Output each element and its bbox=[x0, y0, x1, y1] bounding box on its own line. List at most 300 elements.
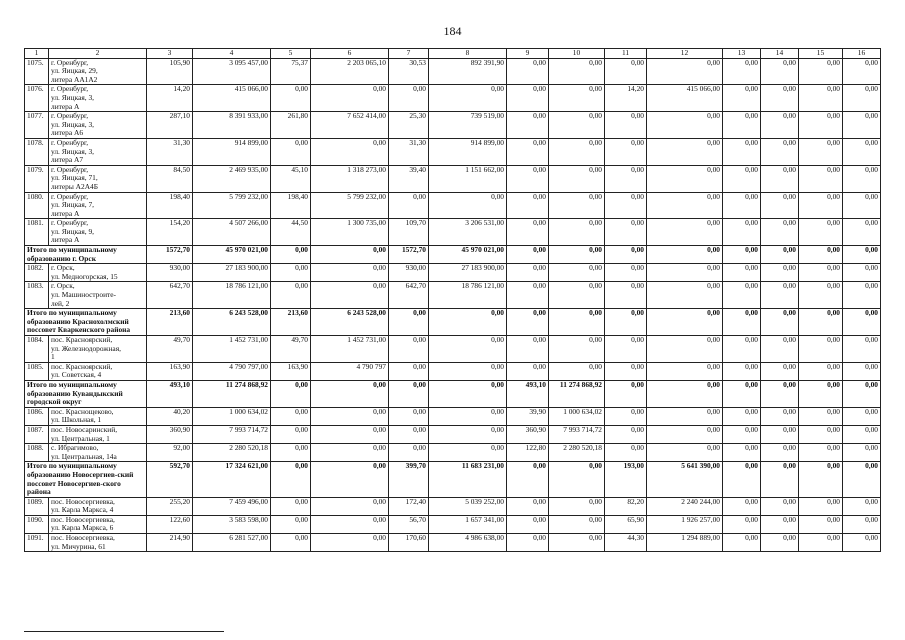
value-cell: 1 151 662,00 bbox=[429, 165, 507, 192]
value-cell: 0,00 bbox=[761, 534, 799, 552]
value-cell: 0,00 bbox=[761, 138, 799, 165]
value-cell: 0,00 bbox=[843, 282, 881, 309]
column-number: 8 bbox=[429, 49, 507, 59]
value-cell: 642,70 bbox=[389, 282, 429, 309]
value-cell: 6 243 528,00 bbox=[193, 309, 271, 336]
value-cell: 122,60 bbox=[147, 515, 193, 533]
value-cell: 0,00 bbox=[389, 336, 429, 363]
value-cell: 0,00 bbox=[799, 112, 843, 139]
address-cell: г. Оренбург, ул. Яицкая, 9, литера А bbox=[49, 219, 147, 246]
value-cell: 0,00 bbox=[647, 380, 723, 407]
value-cell: 109,70 bbox=[389, 219, 429, 246]
value-cell: 7 993 714,72 bbox=[549, 425, 605, 443]
value-cell: 49,70 bbox=[271, 336, 311, 363]
value-cell: 40,20 bbox=[147, 407, 193, 425]
value-cell: 0,00 bbox=[389, 380, 429, 407]
value-cell: 0,00 bbox=[723, 282, 761, 309]
value-cell: 0,00 bbox=[549, 515, 605, 533]
value-cell: 0,00 bbox=[647, 336, 723, 363]
value-cell: 3 095 457,00 bbox=[193, 58, 271, 85]
value-cell: 0,00 bbox=[843, 264, 881, 282]
value-cell: 0,00 bbox=[761, 407, 799, 425]
value-cell: 0,00 bbox=[271, 246, 311, 264]
value-cell: 0,00 bbox=[843, 336, 881, 363]
table-row bbox=[25, 407, 881, 425]
value-cell: 0,00 bbox=[647, 444, 723, 462]
subtotal-row bbox=[25, 462, 881, 497]
value-cell: 0,00 bbox=[311, 282, 389, 309]
value-cell: 0,00 bbox=[311, 444, 389, 462]
value-cell: 0,00 bbox=[647, 425, 723, 443]
value-cell: 0,00 bbox=[647, 219, 723, 246]
value-cell: 75,37 bbox=[271, 58, 311, 85]
value-cell: 0,00 bbox=[799, 515, 843, 533]
row-number: 1077. bbox=[25, 112, 49, 139]
value-cell: 44,30 bbox=[605, 534, 647, 552]
value-cell: 0,00 bbox=[799, 264, 843, 282]
value-cell: 930,00 bbox=[147, 264, 193, 282]
value-cell: 5 641 390,00 bbox=[647, 462, 723, 497]
value-cell: 0,00 bbox=[799, 58, 843, 85]
value-cell: 0,00 bbox=[761, 309, 799, 336]
value-cell: 930,00 bbox=[389, 264, 429, 282]
value-cell: 0,00 bbox=[647, 165, 723, 192]
value-cell: 255,20 bbox=[147, 497, 193, 515]
value-cell: 0,00 bbox=[647, 362, 723, 380]
value-cell: 0,00 bbox=[429, 380, 507, 407]
value-cell: 0,00 bbox=[507, 362, 549, 380]
value-cell: 493,10 bbox=[507, 380, 549, 407]
value-cell: 0,00 bbox=[761, 444, 799, 462]
column-number: 5 bbox=[271, 49, 311, 59]
value-cell: 214,90 bbox=[147, 534, 193, 552]
value-cell: 0,00 bbox=[311, 462, 389, 497]
value-cell: 0,00 bbox=[843, 85, 881, 112]
table-row bbox=[25, 362, 881, 380]
value-cell: 0,00 bbox=[271, 138, 311, 165]
value-cell: 17 324 621,00 bbox=[193, 462, 271, 497]
value-cell: 0,00 bbox=[723, 534, 761, 552]
value-cell: 0,00 bbox=[843, 515, 881, 533]
value-cell: 360,90 bbox=[507, 425, 549, 443]
column-number: 4 bbox=[193, 49, 271, 59]
value-cell: 0,00 bbox=[429, 362, 507, 380]
row-number: 1078. bbox=[25, 138, 49, 165]
row-number: 1081. bbox=[25, 219, 49, 246]
row-number: 1085. bbox=[25, 362, 49, 380]
value-cell: 0,00 bbox=[799, 425, 843, 443]
table-row bbox=[25, 219, 881, 246]
value-cell: 0,00 bbox=[271, 407, 311, 425]
value-cell: 2 280 520,18 bbox=[193, 444, 271, 462]
value-cell: 0,00 bbox=[843, 219, 881, 246]
row-number: 1076. bbox=[25, 85, 49, 112]
value-cell: 0,00 bbox=[429, 192, 507, 219]
column-number: 2 bbox=[49, 49, 147, 59]
row-number: 1084. bbox=[25, 336, 49, 363]
value-cell: 193,00 bbox=[605, 462, 647, 497]
value-cell: 0,00 bbox=[723, 515, 761, 533]
address-cell: г. Оренбург, ул. Яицкая, 3, литера А bbox=[49, 85, 147, 112]
value-cell: 1 000 634,02 bbox=[549, 407, 605, 425]
value-cell: 892 391,90 bbox=[429, 58, 507, 85]
value-cell: 0,00 bbox=[761, 112, 799, 139]
value-cell: 0,00 bbox=[271, 380, 311, 407]
value-cell: 14,20 bbox=[147, 85, 193, 112]
value-cell: 0,00 bbox=[723, 336, 761, 363]
value-cell: 5 799 232,00 bbox=[311, 192, 389, 219]
address-cell: пос. Новосаринский, ул. Центральная, 1 bbox=[49, 425, 147, 443]
value-cell: 0,00 bbox=[605, 219, 647, 246]
value-cell: 0,00 bbox=[605, 362, 647, 380]
value-cell: 287,10 bbox=[147, 112, 193, 139]
row-number: 1075. bbox=[25, 58, 49, 85]
value-cell: 0,00 bbox=[271, 534, 311, 552]
value-cell: 198,40 bbox=[271, 192, 311, 219]
value-cell: 0,00 bbox=[429, 444, 507, 462]
column-number-row bbox=[25, 49, 881, 59]
value-cell: 0,00 bbox=[311, 246, 389, 264]
value-cell: 0,00 bbox=[647, 264, 723, 282]
value-cell: 739 519,00 bbox=[429, 112, 507, 139]
value-cell: 0,00 bbox=[843, 138, 881, 165]
value-cell: 1 452 731,00 bbox=[193, 336, 271, 363]
value-cell: 0,00 bbox=[843, 246, 881, 264]
row-number: 1086. bbox=[25, 407, 49, 425]
value-cell: 0,00 bbox=[843, 192, 881, 219]
value-cell: 0,00 bbox=[549, 165, 605, 192]
table-row bbox=[25, 112, 881, 139]
column-number: 6 bbox=[311, 49, 389, 59]
row-number: 1082. bbox=[25, 264, 49, 282]
address-cell: г. Оренбург, ул. Яицкая, 3, литера А6 bbox=[49, 112, 147, 139]
value-cell: 163,90 bbox=[147, 362, 193, 380]
value-cell: 0,00 bbox=[799, 444, 843, 462]
value-cell: 7 459 496,00 bbox=[193, 497, 271, 515]
value-cell: 92,00 bbox=[147, 444, 193, 462]
table-row bbox=[25, 85, 881, 112]
value-cell: 0,00 bbox=[799, 534, 843, 552]
column-number: 12 bbox=[647, 49, 723, 59]
municipality-total-label: Итого по муниципальному образованию Кувандыкский городской округ bbox=[25, 380, 147, 407]
municipality-total-label: Итого по муниципальному образованию г. Орск bbox=[25, 246, 147, 264]
value-cell: 0,00 bbox=[507, 246, 549, 264]
value-cell: 1 294 889,00 bbox=[647, 534, 723, 552]
value-cell: 44,50 bbox=[271, 219, 311, 246]
value-cell: 0,00 bbox=[605, 336, 647, 363]
value-cell: 0,00 bbox=[271, 497, 311, 515]
value-cell: 0,00 bbox=[271, 444, 311, 462]
table-row bbox=[25, 425, 881, 443]
value-cell: 0,00 bbox=[271, 85, 311, 112]
value-cell: 154,20 bbox=[147, 219, 193, 246]
value-cell: 0,00 bbox=[799, 282, 843, 309]
value-cell: 122,80 bbox=[507, 444, 549, 462]
value-cell: 6 281 527,00 bbox=[193, 534, 271, 552]
value-cell: 0,00 bbox=[761, 425, 799, 443]
value-cell: 1 318 273,00 bbox=[311, 165, 389, 192]
value-cell: 642,70 bbox=[147, 282, 193, 309]
value-cell: 0,00 bbox=[605, 112, 647, 139]
value-cell: 0,00 bbox=[799, 462, 843, 497]
address-cell: с. Ибрагимово, ул. Центральная, 14а bbox=[49, 444, 147, 462]
value-cell: 0,00 bbox=[843, 497, 881, 515]
value-cell: 198,40 bbox=[147, 192, 193, 219]
value-cell: 0,00 bbox=[761, 282, 799, 309]
value-cell: 0,00 bbox=[389, 192, 429, 219]
value-cell: 0,00 bbox=[761, 515, 799, 533]
value-cell: 1 657 341,00 bbox=[429, 515, 507, 533]
value-cell: 0,00 bbox=[761, 165, 799, 192]
value-cell: 65,90 bbox=[605, 515, 647, 533]
value-cell: 84,50 bbox=[147, 165, 193, 192]
value-cell: 0,00 bbox=[647, 58, 723, 85]
value-cell: 0,00 bbox=[549, 282, 605, 309]
value-cell: 0,00 bbox=[549, 112, 605, 139]
value-cell: 8 391 933,00 bbox=[193, 112, 271, 139]
value-cell: 0,00 bbox=[507, 112, 549, 139]
value-cell: 0,00 bbox=[723, 112, 761, 139]
value-cell: 0,00 bbox=[271, 425, 311, 443]
value-cell: 0,00 bbox=[429, 407, 507, 425]
column-number: 9 bbox=[507, 49, 549, 59]
value-cell: 0,00 bbox=[271, 282, 311, 309]
value-cell: 0,00 bbox=[507, 534, 549, 552]
value-cell: 0,00 bbox=[507, 309, 549, 336]
table-row bbox=[25, 336, 881, 363]
value-cell: 0,00 bbox=[389, 362, 429, 380]
value-cell: 0,00 bbox=[507, 336, 549, 363]
value-cell: 0,00 bbox=[843, 165, 881, 192]
value-cell: 0,00 bbox=[799, 380, 843, 407]
value-cell: 0,00 bbox=[799, 362, 843, 380]
value-cell: 45 970 021,00 bbox=[429, 246, 507, 264]
subtotal-row bbox=[25, 309, 881, 336]
table-row bbox=[25, 138, 881, 165]
value-cell: 18 786 121,00 bbox=[193, 282, 271, 309]
value-cell: 0,00 bbox=[843, 407, 881, 425]
value-cell: 0,00 bbox=[843, 444, 881, 462]
value-cell: 0,00 bbox=[605, 138, 647, 165]
row-number: 1079. bbox=[25, 165, 49, 192]
municipality-total-label: Итого по муниципальному образованию Краснохолмский поссовет Кваркенского района bbox=[25, 309, 147, 336]
value-cell: 2 240 244,00 bbox=[647, 497, 723, 515]
value-cell: 25,30 bbox=[389, 112, 429, 139]
value-cell: 914 899,00 bbox=[193, 138, 271, 165]
value-cell: 1 926 257,00 bbox=[647, 515, 723, 533]
value-cell: 30,53 bbox=[389, 58, 429, 85]
value-cell: 0,00 bbox=[723, 192, 761, 219]
value-cell: 0,00 bbox=[843, 425, 881, 443]
value-cell: 0,00 bbox=[507, 264, 549, 282]
value-cell: 39,40 bbox=[389, 165, 429, 192]
value-cell: 163,90 bbox=[271, 362, 311, 380]
value-cell: 0,00 bbox=[723, 58, 761, 85]
value-cell: 1 000 634,02 bbox=[193, 407, 271, 425]
value-cell: 0,00 bbox=[507, 219, 549, 246]
row-number: 1089. bbox=[25, 497, 49, 515]
value-cell: 0,00 bbox=[311, 138, 389, 165]
value-cell: 0,00 bbox=[723, 444, 761, 462]
table-row bbox=[25, 534, 881, 552]
address-cell: пос. Новосергиевка, ул. Мичурина, 61 bbox=[49, 534, 147, 552]
value-cell: 0,00 bbox=[429, 336, 507, 363]
address-cell: г. Оренбург, ул. Яицкая, 29, литера АА1А2 bbox=[49, 58, 147, 85]
value-cell: 0,00 bbox=[799, 246, 843, 264]
value-cell: 0,00 bbox=[761, 362, 799, 380]
value-cell: 0,00 bbox=[647, 282, 723, 309]
value-cell: 0,00 bbox=[843, 380, 881, 407]
value-cell: 0,00 bbox=[761, 85, 799, 112]
value-cell: 0,00 bbox=[799, 85, 843, 112]
value-cell: 0,00 bbox=[389, 407, 429, 425]
value-cell: 1 452 731,00 bbox=[311, 336, 389, 363]
value-cell: 0,00 bbox=[843, 309, 881, 336]
value-cell: 5 799 232,00 bbox=[193, 192, 271, 219]
table-row bbox=[25, 165, 881, 192]
column-number: 10 bbox=[549, 49, 605, 59]
value-cell: 0,00 bbox=[605, 309, 647, 336]
value-cell: 0,00 bbox=[799, 138, 843, 165]
value-cell: 0,00 bbox=[549, 497, 605, 515]
value-cell: 0,00 bbox=[549, 362, 605, 380]
value-cell: 0,00 bbox=[507, 85, 549, 112]
value-cell: 0,00 bbox=[429, 425, 507, 443]
value-cell: 0,00 bbox=[507, 138, 549, 165]
value-cell: 0,00 bbox=[507, 58, 549, 85]
value-cell: 0,00 bbox=[843, 58, 881, 85]
table-row bbox=[25, 515, 881, 533]
value-cell: 0,00 bbox=[799, 407, 843, 425]
municipality-total-label: Итого по муниципальному образованию Новосергиев-ский поссовет Новосергиев-ского района bbox=[25, 462, 147, 497]
value-cell: 399,70 bbox=[389, 462, 429, 497]
value-cell: 0,00 bbox=[311, 497, 389, 515]
value-cell: 0,00 bbox=[389, 85, 429, 112]
value-cell: 14,20 bbox=[605, 85, 647, 112]
value-cell: 0,00 bbox=[311, 85, 389, 112]
table-row bbox=[25, 192, 881, 219]
value-cell: 0,00 bbox=[271, 264, 311, 282]
value-cell: 0,00 bbox=[389, 425, 429, 443]
value-cell: 0,00 bbox=[507, 165, 549, 192]
value-cell: 0,00 bbox=[843, 362, 881, 380]
value-cell: 0,00 bbox=[549, 264, 605, 282]
value-cell: 0,00 bbox=[843, 112, 881, 139]
value-cell: 0,00 bbox=[311, 534, 389, 552]
value-cell: 0,00 bbox=[761, 336, 799, 363]
value-cell: 0,00 bbox=[507, 462, 549, 497]
value-cell: 0,00 bbox=[605, 407, 647, 425]
table-body bbox=[25, 49, 881, 552]
value-cell: 0,00 bbox=[311, 425, 389, 443]
value-cell: 0,00 bbox=[605, 264, 647, 282]
column-number: 11 bbox=[605, 49, 647, 59]
value-cell: 0,00 bbox=[549, 138, 605, 165]
table-row bbox=[25, 282, 881, 309]
column-number: 3 bbox=[147, 49, 193, 59]
value-cell: 0,00 bbox=[799, 192, 843, 219]
value-cell: 0,00 bbox=[605, 246, 647, 264]
value-cell: 0,00 bbox=[723, 362, 761, 380]
address-cell: пос. Красноярский, ул. Железнодорожная, 1 bbox=[49, 336, 147, 363]
value-cell: 0,00 bbox=[549, 336, 605, 363]
value-cell: 82,20 bbox=[605, 497, 647, 515]
value-cell: 360,90 bbox=[147, 425, 193, 443]
table-row bbox=[25, 444, 881, 462]
value-cell: 0,00 bbox=[271, 515, 311, 533]
value-cell: 7 652 414,00 bbox=[311, 112, 389, 139]
value-cell: 27 183 900,00 bbox=[429, 264, 507, 282]
value-cell: 0,00 bbox=[761, 462, 799, 497]
value-cell: 4 507 266,00 bbox=[193, 219, 271, 246]
value-cell: 0,00 bbox=[549, 85, 605, 112]
table-row bbox=[25, 497, 881, 515]
value-cell: 2 203 065,10 bbox=[311, 58, 389, 85]
value-cell: 0,00 bbox=[549, 309, 605, 336]
value-cell: 0,00 bbox=[647, 309, 723, 336]
value-cell: 0,00 bbox=[605, 58, 647, 85]
value-cell: 4 790 797,00 bbox=[193, 362, 271, 380]
value-cell: 0,00 bbox=[311, 515, 389, 533]
address-cell: г. Оренбург, ул. Яицкая, 3, литера А7 bbox=[49, 138, 147, 165]
value-cell: 0,00 bbox=[605, 380, 647, 407]
value-cell: 0,00 bbox=[723, 462, 761, 497]
value-cell: 0,00 bbox=[761, 58, 799, 85]
value-cell: 261,80 bbox=[271, 112, 311, 139]
value-cell: 1 300 735,00 bbox=[311, 219, 389, 246]
value-cell: 6 243 528,00 bbox=[311, 309, 389, 336]
subtotal-row bbox=[25, 380, 881, 407]
row-number: 1090. bbox=[25, 515, 49, 533]
value-cell: 0,00 bbox=[605, 165, 647, 192]
value-cell: 11 274 868,92 bbox=[193, 380, 271, 407]
address-cell: г. Оренбург, ул. Яицкая, 71, литеры А2А4Б bbox=[49, 165, 147, 192]
value-cell: 0,00 bbox=[761, 246, 799, 264]
value-cell: 172,40 bbox=[389, 497, 429, 515]
value-cell: 0,00 bbox=[723, 309, 761, 336]
row-number: 1080. bbox=[25, 192, 49, 219]
value-cell: 11 683 231,00 bbox=[429, 462, 507, 497]
value-cell: 31,30 bbox=[389, 138, 429, 165]
value-cell: 0,00 bbox=[549, 462, 605, 497]
address-cell: пос. Новосергиевка, ул. Карла Маркса, 6 bbox=[49, 515, 147, 533]
value-cell: 0,00 bbox=[647, 112, 723, 139]
value-cell: 0,00 bbox=[549, 534, 605, 552]
value-cell: 0,00 bbox=[311, 380, 389, 407]
value-cell: 0,00 bbox=[799, 309, 843, 336]
value-cell: 0,00 bbox=[723, 165, 761, 192]
value-cell: 0,00 bbox=[549, 192, 605, 219]
value-cell: 0,00 bbox=[761, 264, 799, 282]
value-cell: 0,00 bbox=[761, 380, 799, 407]
value-cell: 0,00 bbox=[507, 515, 549, 533]
value-cell: 1572,70 bbox=[389, 246, 429, 264]
value-cell: 0,00 bbox=[647, 246, 723, 264]
value-cell: 0,00 bbox=[647, 192, 723, 219]
subtotal-row bbox=[25, 246, 881, 264]
value-cell: 4 790 797 bbox=[311, 362, 389, 380]
value-cell: 0,00 bbox=[647, 407, 723, 425]
value-cell: 0,00 bbox=[723, 219, 761, 246]
value-cell: 5 039 252,00 bbox=[429, 497, 507, 515]
value-cell: 0,00 bbox=[605, 282, 647, 309]
address-cell: г. Орск, ул. Медногорская, 15 bbox=[49, 264, 147, 282]
column-number: 16 bbox=[843, 49, 881, 59]
row-number: 1087. bbox=[25, 425, 49, 443]
address-cell: пос. Краснощеково, ул. Школьная, 1 bbox=[49, 407, 147, 425]
value-cell: 31,30 bbox=[147, 138, 193, 165]
footnote-rule bbox=[24, 631, 224, 632]
